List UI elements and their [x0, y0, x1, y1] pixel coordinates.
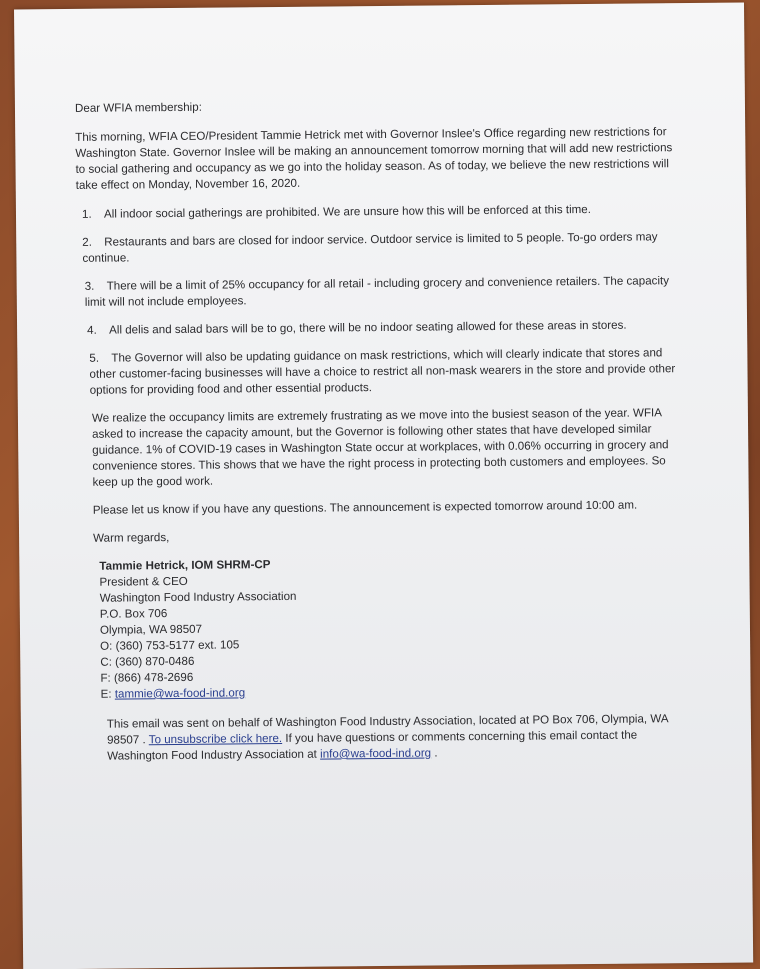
occupancy-paragraph: We realize the occupancy limits are extremely frustrating as we move into the busiest season of the year. WFIA asked to increase the capacity amount, but the Governor is following other states that have developed similar guidance. 1% of COVID-19 cases in Washington State occur at workplaces, with 0.06% occurring in grocery and convenience stores. This shows that we have the right process in protecting both customers and employees. So keep up the good work.	[91, 406, 669, 489]
list-item	[89, 345, 677, 399]
list-number: 3.	[84, 279, 95, 293]
list-number: 2.	[82, 235, 92, 249]
list-number: 1.	[81, 207, 92, 221]
questions-line: Please let us know if you have any questions. The announcement is expected tomorrow around 10:00 am.	[92, 498, 638, 517]
greeting: Dear WFIA membership:	[74, 100, 202, 115]
signer-title: President & CEO	[99, 574, 188, 589]
intro-paragraph: This morning, WFIA CEO/President Tammie Hetrick met with Governor Inslee's Office regarding new restrictions for Washington State. Governor Inslee will be making an announcement tomorrow morning that will add new restrictions to social gathering and occupancy as we go into the holiday season. As of today, we believe the new restrictions will take effect on Monday, November 16, 2020.	[75, 125, 673, 192]
list-text: Restaurants and bars are closed for indoor service. Outdoor service is limited to 5 people. To-go orders may continue.	[82, 230, 658, 265]
footer-contact-text: If you have questions or comments concerning this email contact the Washington Food Industry Association at	[107, 728, 638, 763]
list-number: 5.	[89, 351, 100, 365]
list-text: All delis and salad bars will be to go, there will be no indoor seating allowed for these areas in stores.	[109, 318, 627, 337]
city-line: Olympia, WA 98507	[99, 622, 203, 637]
footer-text	[107, 711, 677, 764]
contact-email-link[interactable]: info@wa-food-ind.org	[320, 746, 432, 761]
signer-email-link[interactable]: tammie@wa-food-ind.org	[114, 686, 246, 701]
fax-number: F: (866) 478-2696	[100, 670, 194, 685]
office-phone: O: (360) 753-5177 ext. 105	[100, 638, 240, 653]
signer-name: Tammie Hetrick, IOM SHRM-CP	[99, 558, 271, 573]
list-text: All indoor social gatherings are prohibited. We are unsure how this will be enforced at this time.	[103, 202, 592, 221]
po-box: P.O. Box 706	[99, 607, 168, 621]
letter-body	[75, 95, 681, 765]
paper-sheet	[14, 2, 753, 969]
list-text: There will be a limit of 25% occupancy for all retail - including grocery and convenience retailers. The capacity limit will not include employees.	[84, 274, 670, 309]
list-item	[87, 317, 677, 339]
signer-organization: Washington Food Industry Association	[99, 589, 297, 605]
unsubscribe-link[interactable]: To unsubscribe click here.	[148, 731, 283, 747]
list-number: 4.	[87, 323, 97, 337]
list-text: The Governor will also be updating guidance on mask restrictions, which will clearly indicate that stores and other customer-facing businesses will have a choice to restrict all non-mask wearers in the store and provide other options for providing food and other essential products.	[89, 346, 676, 397]
signature-block	[99, 553, 680, 703]
email-label: E:	[100, 687, 112, 701]
footer-end: .	[431, 746, 438, 760]
cell-phone: C: (360) 870-0486	[100, 654, 195, 669]
list-item	[85, 273, 677, 311]
list-item	[82, 201, 676, 223]
closing-line: Warm regards,	[93, 531, 170, 545]
list-item	[82, 229, 676, 267]
email-footer	[107, 711, 677, 764]
footer-address: This email was sent on behalf of Washington Food Industry Association, located at PO Box 706, Olympia, WA 98507 .	[106, 712, 668, 747]
